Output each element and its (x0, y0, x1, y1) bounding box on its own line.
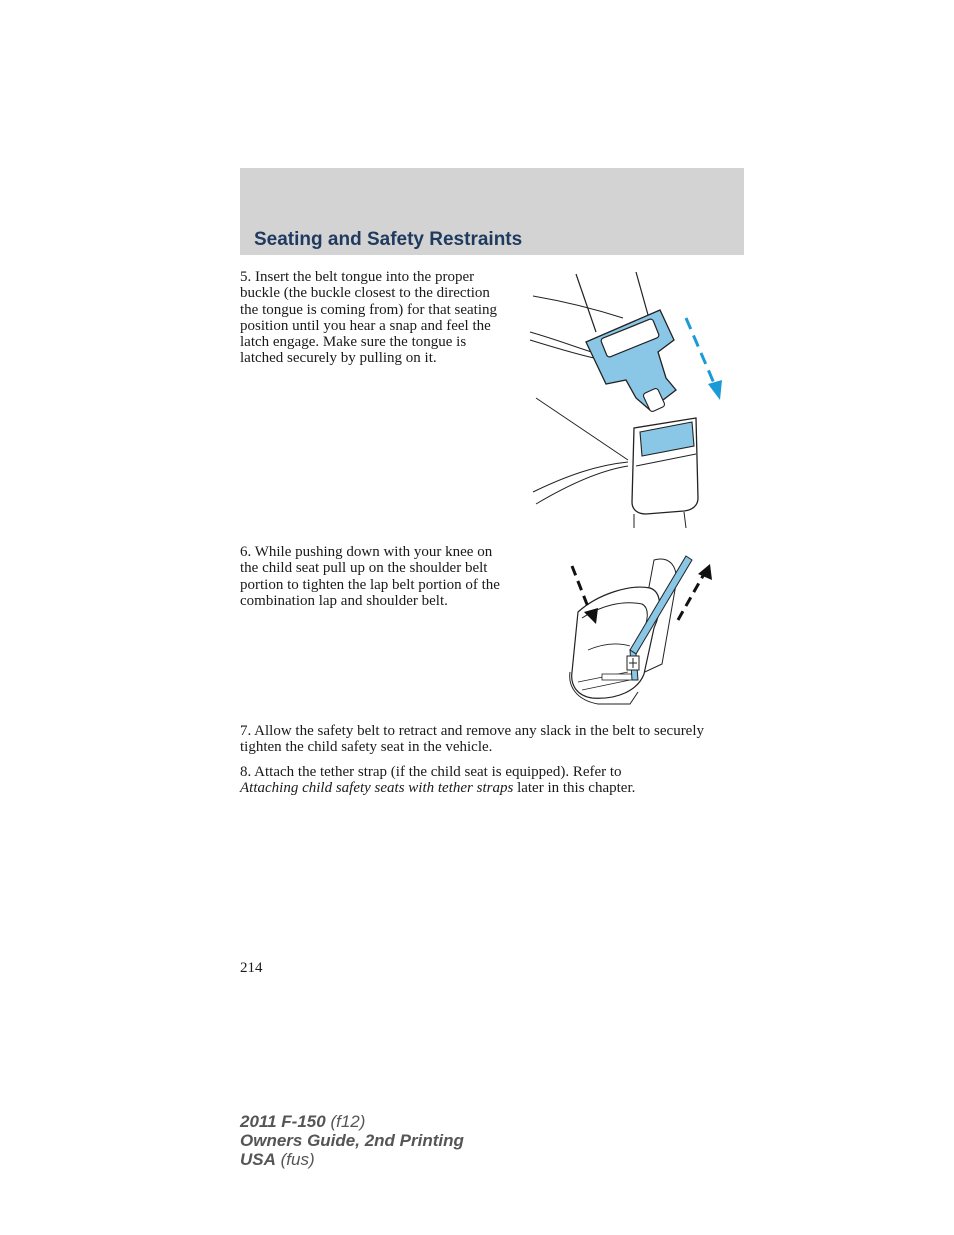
footer-line-2: Owners Guide, 2nd Printing (240, 1131, 464, 1150)
footer-model: 2011 F-150 (240, 1112, 326, 1131)
footer-line-1 (240, 1112, 464, 1131)
footer-market: USA (240, 1150, 276, 1169)
step-8-suffix: later in this chapter. (517, 780, 636, 797)
footer-market-code: (fus) (280, 1150, 315, 1169)
step-7-text: 7. Allow the safety belt to retract and remove any slack in the belt to securely tighten the child safety seat in the vehicle. (240, 723, 705, 756)
section-title: Seating and Safety Restraints (254, 229, 523, 250)
section-header (240, 168, 744, 255)
footer-model-code: (f12) (330, 1112, 366, 1131)
step-5-text: 5. Insert the belt tongue into the proper buckle (the buckle closest to the direction the tongue is coming from) for that seating position until you hear a snap and feel the latch engage. Make sure the tongue is latched securely by pulling on it. (240, 269, 498, 367)
step-8-text (240, 764, 740, 797)
footer-line-3 (240, 1150, 464, 1169)
tether-strap-reference: Attaching child safety seats with tether straps (240, 780, 514, 797)
footer (240, 1112, 464, 1169)
page-number: 214 (240, 960, 263, 976)
buckle-illustration (528, 270, 728, 530)
step-6-text: 6. While pushing down with your knee on the child seat pull up on the shoulder belt portion to tighten the lap belt portion of the combination lap and shoulder belt. (240, 544, 500, 609)
child-seat-illustration (558, 554, 718, 706)
step-8-prefix: 8. Attach the tether strap (if the child seat is equipped). Refer to (240, 764, 622, 780)
